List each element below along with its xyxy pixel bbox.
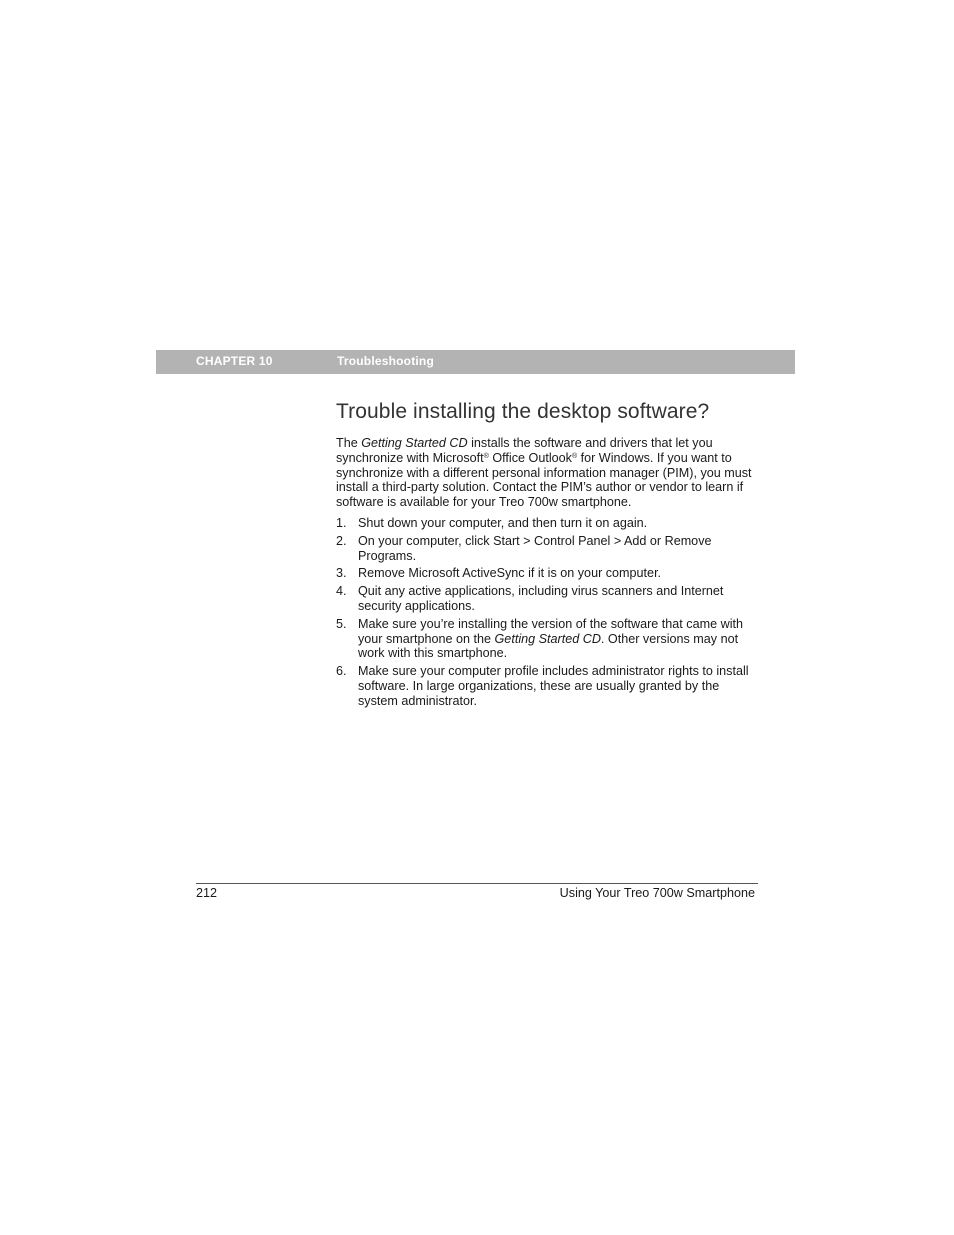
intro-paragraph (336, 436, 760, 510)
intro-text-1: The (336, 436, 362, 450)
step-number: 2. (336, 533, 347, 548)
step-text: On your computer, click Start > Control Panel > Add or Remove Programs. (358, 533, 712, 563)
step-cd-name: Getting Started CD (494, 631, 601, 646)
step-number: 3. (336, 566, 347, 581)
main-content (336, 398, 760, 712)
registered-mark: ® (571, 452, 578, 460)
step-number: 5. (336, 616, 347, 631)
footer-divider (196, 883, 758, 884)
step-item (336, 516, 760, 531)
step-text: Shut down your computer, and then turn it on again. (358, 515, 648, 530)
step-number: 6. (336, 664, 347, 679)
step-number: 1. (336, 515, 347, 530)
registered-mark: ® (483, 452, 489, 460)
steps-list (336, 516, 760, 709)
step-item (336, 584, 760, 614)
intro-text-5: for Windows. If you want to synchronize with a different personal information manager (PIM), you must install a third-party solution. Contact the PIM’s author or vendor to learn if software is available for your Treo 700w smartphone. (336, 450, 752, 510)
page-number: 212 (196, 886, 218, 900)
step-item (336, 534, 760, 564)
chapter-header-bar (156, 350, 795, 374)
step-item (336, 566, 760, 581)
intro-cd-name: Getting Started CD (361, 436, 468, 450)
step-text: Make sure you’re installing the version of the software that came with your smartphone on the (358, 616, 743, 646)
intro-text-4: Office Outlook (488, 450, 572, 465)
step-item (336, 617, 760, 661)
step-text: Quit any active applications, including virus scanners and Internet security applications. (358, 584, 724, 613)
step-text: Remove Microsoft ActiveSync if it is on your computer. (358, 566, 662, 581)
intro-text-3: installs the software and drivers that let you synchronize with Microsoft (336, 436, 713, 465)
chapter-title: Troubleshooting (337, 354, 434, 368)
section-heading: Trouble installing the desktop software? (336, 400, 710, 423)
step-text: Make sure your computer profile includes administrator rights to install software. In large organizations, these are usually granted by the system administrator. (358, 664, 749, 708)
step-item (336, 664, 760, 708)
step-text: . Other versions may not work with this smartphone. (358, 631, 739, 661)
chapter-label: CHAPTER 10 (196, 354, 273, 368)
step-number: 4. (336, 584, 347, 599)
book-title: Using Your Treo 700w Smartphone (559, 886, 755, 900)
